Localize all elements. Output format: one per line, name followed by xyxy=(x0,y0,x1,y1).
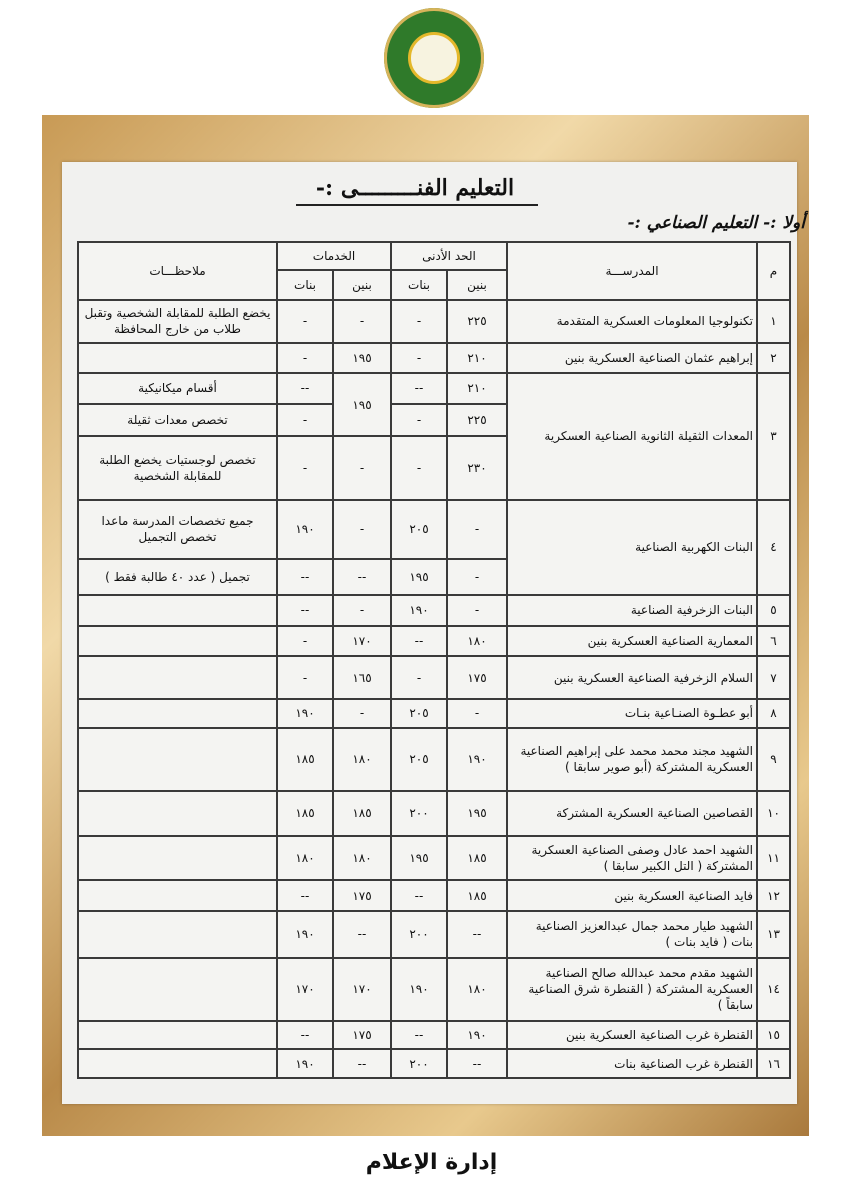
min-girls: ٢٠٠ xyxy=(391,791,447,836)
row-note: تخصص لوجستيات يخضع الطلبة للمقابلة الشخصية xyxy=(78,436,277,499)
row-number: ١٣ xyxy=(757,911,790,958)
header-min-boys: بنين xyxy=(447,270,507,300)
srv-boys: ١٨٥ xyxy=(333,791,391,836)
min-girls: - xyxy=(391,300,447,343)
min-boys: ٢٢٥ xyxy=(447,404,507,437)
min-girls: ٢٠٠ xyxy=(391,911,447,958)
table-row xyxy=(78,343,790,374)
srv-girls: ١٨٥ xyxy=(277,728,333,791)
srv-girls: ١٧٠ xyxy=(277,958,333,1021)
min-girls: ١٩٥ xyxy=(391,836,447,881)
min-boys: ١٩٠ xyxy=(447,1021,507,1050)
srv-girls: -- xyxy=(277,559,333,596)
table-row xyxy=(78,1049,790,1078)
min-boys: - xyxy=(447,595,507,626)
school-name: الشهيد احمد عادل وصفى الصناعية العسكرية المشتركة ( التل الكبير سابقا ) xyxy=(507,836,757,881)
min-boys: ١٨٠ xyxy=(447,626,507,657)
min-girls: ٢٠٠ xyxy=(391,1049,447,1078)
srv-girls: - xyxy=(277,626,333,657)
row-note: أقسام ميكانيكية xyxy=(78,373,277,404)
min-girls: ١٩٥ xyxy=(391,559,447,596)
school-name: القصاصين الصناعية العسكرية المشتركة xyxy=(507,791,757,836)
school-name: القنطرة غرب الصناعية بنات xyxy=(507,1049,757,1078)
srv-girls: - xyxy=(277,436,333,499)
row-note xyxy=(78,1021,277,1050)
srv-boys: ١٦٥ xyxy=(333,656,391,699)
srv-boys: ١٩٥ xyxy=(333,373,391,436)
row-note xyxy=(78,791,277,836)
row-note xyxy=(78,656,277,699)
row-number: ١٢ xyxy=(757,880,790,911)
school-name: البنات الزخرفية الصناعية xyxy=(507,595,757,626)
row-number: ٨ xyxy=(757,699,790,728)
row-note xyxy=(78,699,277,728)
srv-boys: ١٧٥ xyxy=(333,1021,391,1050)
row-number: ٦ xyxy=(757,626,790,657)
header-services: الخدمات xyxy=(277,242,391,270)
header-minimum: الحد الأدنى xyxy=(391,242,507,270)
row-number: ١٦ xyxy=(757,1049,790,1078)
min-girls: -- xyxy=(391,880,447,911)
srv-boys: -- xyxy=(333,911,391,958)
min-girls: -- xyxy=(391,373,447,404)
table-row xyxy=(78,500,790,559)
row-note xyxy=(78,728,277,791)
srv-girls: ١٩٠ xyxy=(277,500,333,559)
school-name: المعدات الثقيلة الثانوية الصناعية العسكرية xyxy=(507,373,757,499)
section-subtitle: أولا :- التعليم الصناعي :- xyxy=(627,213,805,233)
srv-boys: - xyxy=(333,699,391,728)
row-note xyxy=(78,626,277,657)
min-boys: - xyxy=(447,559,507,596)
header-min-girls: بنات xyxy=(391,270,447,300)
row-note: تخصص معدات ثقيلة xyxy=(78,404,277,437)
row-note xyxy=(78,836,277,881)
row-note xyxy=(78,343,277,374)
school-name: القنطرة غرب الصناعية العسكرية بنين xyxy=(507,1021,757,1050)
table-row xyxy=(78,1021,790,1050)
school-name: الشهيد مجند محمد محمد على إبراهيم الصناعية العسكرية المشتركة (أبو صوير سابقا ) xyxy=(507,728,757,791)
srv-girls: -- xyxy=(277,595,333,626)
srv-girls: - xyxy=(277,656,333,699)
row-number: ١١ xyxy=(757,836,790,881)
school-name: أبو عطـوة الصنـاعية بنـات xyxy=(507,699,757,728)
row-number: ٣ xyxy=(757,373,790,499)
row-note xyxy=(78,911,277,958)
row-number: ٧ xyxy=(757,656,790,699)
page-title: التعليم الفنـــــــــى :- xyxy=(315,175,515,201)
row-number: ١٤ xyxy=(757,958,790,1021)
min-girls: ٢٠٥ xyxy=(391,699,447,728)
srv-boys: -- xyxy=(333,1049,391,1078)
table-row xyxy=(78,626,790,657)
table-row xyxy=(78,791,790,836)
min-boys: ٢١٠ xyxy=(447,343,507,374)
srv-girls: -- xyxy=(277,1021,333,1050)
srv-boys: - xyxy=(333,436,391,499)
min-girls: - xyxy=(391,404,447,437)
scores-table xyxy=(77,241,791,1079)
header-srv-girls: بنات xyxy=(277,270,333,300)
row-note: يخضع الطلبة للمقابلة الشخصية وتقبل طلاب من خارج المحافظة xyxy=(78,300,277,343)
row-number: ٤ xyxy=(757,500,790,596)
srv-girls: -- xyxy=(277,373,333,404)
min-girls: - xyxy=(391,343,447,374)
school-name: الشهيد طيار محمد جمال عبدالعزيز الصناعية بنات ( فايد بنات ) xyxy=(507,911,757,958)
table-row xyxy=(78,880,790,911)
srv-boys: ١٨٠ xyxy=(333,836,391,881)
row-note xyxy=(78,880,277,911)
srv-girls: ١٨٥ xyxy=(277,791,333,836)
min-boys: ٢١٠ xyxy=(447,373,507,404)
srv-girls: ١٨٠ xyxy=(277,836,333,881)
min-boys: -- xyxy=(447,911,507,958)
min-boys: ١٩٠ xyxy=(447,728,507,791)
srv-girls: -- xyxy=(277,880,333,911)
school-name: تكنولوجيا المعلومات العسكرية المتقدمة xyxy=(507,300,757,343)
srv-boys: - xyxy=(333,500,391,559)
srv-boys: ١٧٠ xyxy=(333,958,391,1021)
srv-girls: - xyxy=(277,300,333,343)
min-boys: ١٨٥ xyxy=(447,836,507,881)
srv-boys: -- xyxy=(333,559,391,596)
min-girls: - xyxy=(391,656,447,699)
logo-emblem xyxy=(408,32,460,84)
min-boys: ١٨٠ xyxy=(447,958,507,1021)
min-girls: ١٩٠ xyxy=(391,595,447,626)
table-row xyxy=(78,595,790,626)
row-note xyxy=(78,958,277,1021)
srv-boys: - xyxy=(333,300,391,343)
table-row xyxy=(78,911,790,958)
min-boys: ٢٢٥ xyxy=(447,300,507,343)
srv-boys: ١٧٥ xyxy=(333,880,391,911)
min-girls: - xyxy=(391,436,447,499)
header-notes: ملاحظـــات xyxy=(78,242,277,300)
srv-boys: - xyxy=(333,595,391,626)
table-row xyxy=(78,699,790,728)
title-underline xyxy=(296,204,538,206)
min-girls: ٢٠٥ xyxy=(391,500,447,559)
srv-girls: - xyxy=(277,343,333,374)
table-row xyxy=(78,728,790,791)
row-note xyxy=(78,595,277,626)
min-boys: ١٧٥ xyxy=(447,656,507,699)
min-boys: ١٨٥ xyxy=(447,880,507,911)
row-number: ١٥ xyxy=(757,1021,790,1050)
school-name: الشهيد مقدم محمد عبدالله صالح الصناعية العسكرية المشتركة ( القنطرة شرق الصناعية سابقاً ) xyxy=(507,958,757,1021)
min-girls: -- xyxy=(391,1021,447,1050)
footer-department: إدارة الإعلام xyxy=(365,1150,498,1175)
min-girls: ١٩٠ xyxy=(391,958,447,1021)
min-boys: ١٩٥ xyxy=(447,791,507,836)
header-srv-boys: بنين xyxy=(333,270,391,300)
row-note: تجميل ( عدد ٤٠ طالبة فقط ) xyxy=(78,559,277,596)
row-number: ١٠ xyxy=(757,791,790,836)
row-note: جميع تخصصات المدرسة ماعدا تخصص التجميل xyxy=(78,500,277,559)
header-num: م xyxy=(757,242,790,300)
srv-boys: ١٨٠ xyxy=(333,728,391,791)
min-boys: - xyxy=(447,500,507,559)
school-name: البنات الكهربية الصناعية xyxy=(507,500,757,596)
row-number: ٥ xyxy=(757,595,790,626)
min-boys: ٢٣٠ xyxy=(447,436,507,499)
srv-girls: ١٩٠ xyxy=(277,699,333,728)
row-number: ٢ xyxy=(757,343,790,374)
table-row xyxy=(78,373,790,404)
srv-boys: ١٧٠ xyxy=(333,626,391,657)
srv-girls: ١٩٠ xyxy=(277,1049,333,1078)
min-boys: -- xyxy=(447,1049,507,1078)
table-row xyxy=(78,656,790,699)
governorate-logo xyxy=(384,8,484,108)
srv-girls: ١٩٠ xyxy=(277,911,333,958)
table-row xyxy=(78,300,790,343)
row-number: ٩ xyxy=(757,728,790,791)
school-name: إبراهيم عثمان الصناعية العسكرية بنين xyxy=(507,343,757,374)
school-name: المعمارية الصناعية العسكرية بنين xyxy=(507,626,757,657)
table-row xyxy=(78,836,790,881)
min-boys: - xyxy=(447,699,507,728)
min-girls: -- xyxy=(391,626,447,657)
min-girls: ٢٠٥ xyxy=(391,728,447,791)
row-number: ١ xyxy=(757,300,790,343)
header-school: المدرســـة xyxy=(507,242,757,300)
school-name: فايد الصناعية العسكرية بنين xyxy=(507,880,757,911)
srv-girls: - xyxy=(277,404,333,437)
school-name: السلام الزخرفية الصناعية العسكرية بنين xyxy=(507,656,757,699)
row-note xyxy=(78,1049,277,1078)
scores-table-wrapper xyxy=(77,241,789,1079)
srv-boys: ١٩٥ xyxy=(333,343,391,374)
table-row xyxy=(78,958,790,1021)
